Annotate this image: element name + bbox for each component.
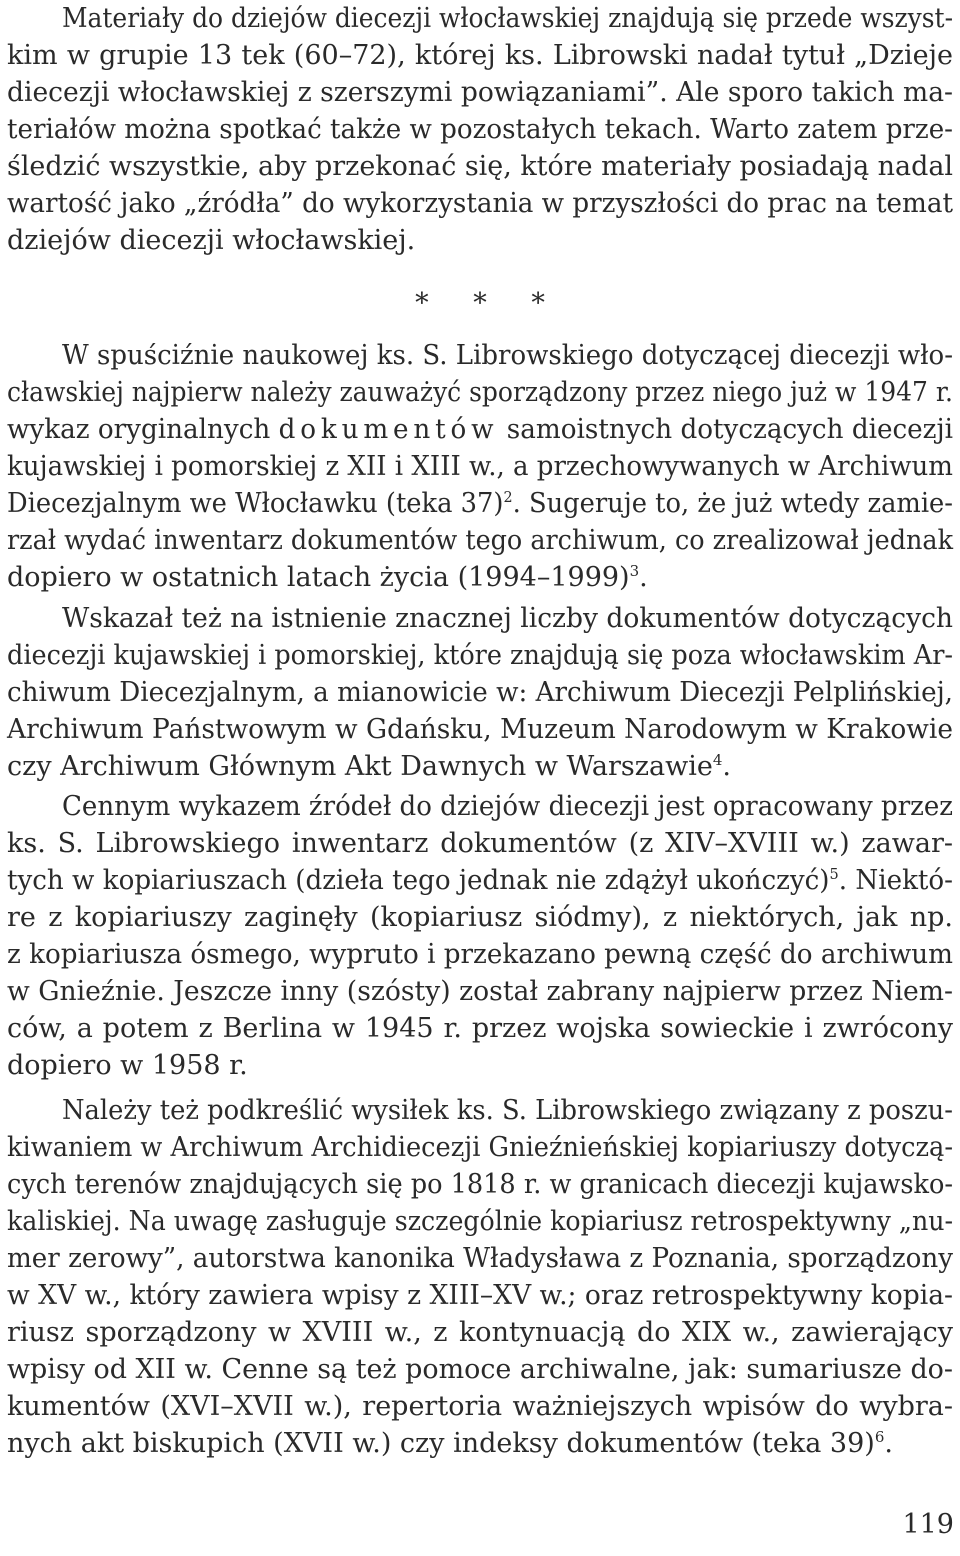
text-run: . Sugeruje to, że już wtedy zamie- xyxy=(512,488,953,519)
text-line: kaliskiej. Na uwagę zasługuje szczególnie kopiariusz retrospektywny „nu- xyxy=(7,1206,953,1237)
spaced-emphasis: dokumentów xyxy=(278,414,499,445)
text-run: . xyxy=(722,751,731,782)
footnote-ref: 3 xyxy=(629,562,640,580)
text-line: diecezji włocławskiej z szerszymi powiązaniami”. Ale sporo takich ma- xyxy=(7,77,953,108)
text-run: wykaz oryginalnych xyxy=(7,414,271,445)
footnote-ref: 6 xyxy=(874,1428,885,1446)
text-line: z kopiariusza ósmego, wypruto i przekazano pewną część do archiwum xyxy=(7,939,953,970)
text-line: wpisy od XII w. Cenne są też pomoce archiwalne, jak: sumariusze do- xyxy=(7,1354,953,1385)
text-line: riusz sporządzony w XVIII w., z kontynuacją do XIX w., zawierający xyxy=(7,1317,953,1348)
text-line: ks. S. Librowskiego inwentarz dokumentów (z XIV–XVIII w.) zawar- xyxy=(7,828,953,859)
text-run: tych w kopiariuszach (dzieła tego jednak nie zdążył ukończyć) xyxy=(7,865,830,896)
text-line: ców, a potem z Berlina w 1945 r. przez wojska sowieckie i zwrócony xyxy=(7,1013,953,1044)
text-line: Należy też podkreślić wysiłek ks. S. Librowskiego związany z poszu- xyxy=(62,1095,953,1126)
text-line: kiwaniem w Archiwum Archidiecezji Gnieźnieńskiej kopiariuszy dotyczą- xyxy=(7,1132,953,1163)
page-number: 119 xyxy=(902,1509,954,1540)
text-line: dopiero w 1958 r. xyxy=(7,1050,248,1081)
text-run: . Niektó- xyxy=(838,865,953,896)
text-line xyxy=(7,485,953,523)
text-line: cławskiej najpierw należy zauważyć sporządzony przez niego już w 1947 r. xyxy=(7,377,953,408)
text-line: kumentów (XVI–XVII w.), repertoria ważniejszych wpisów do wybra- xyxy=(7,1391,953,1422)
text-line: kujawskiej i pomorskiej z XII i XIII w., a przechowywanych w Archiwum xyxy=(7,451,953,482)
footnote-ref: 2 xyxy=(503,488,513,506)
text-line: dziejów diecezji włocławskiej. xyxy=(7,225,416,256)
text-line: re z kopiariuszy zaginęły (kopiariusz siódmy), z niektórych, jak np. xyxy=(7,902,953,933)
text-run: . xyxy=(884,1428,893,1459)
text-run: samoistnych dotyczących diecezji xyxy=(506,414,953,445)
text-line: w XV w., który zawiera wpisy z XIII–XV w.; oraz retrospektywny kopia- xyxy=(7,1280,953,1311)
text-run: czy Archiwum Głównym Akt Dawnych w Warszawie xyxy=(7,751,713,782)
text-run: . xyxy=(639,562,648,593)
text-line: diecezji kujawskiej i pomorskiej, które znajdują się poza włocławskim Ar- xyxy=(7,640,953,671)
text-line: Cennym wykazem źródeł do dziejów diecezji jest opracowany przez xyxy=(62,791,953,822)
section-separator: * * * xyxy=(415,288,545,319)
text-line: chiwum Diecezjalnym, a mianowicie w: Archiwum Diecezji Pelplińskiej, xyxy=(7,677,953,708)
text-line xyxy=(7,559,953,597)
text-run: Diecezjalnym we Włocławku (teka 37) xyxy=(7,488,504,519)
text-line xyxy=(7,748,953,786)
text-line: śledzić wszystkie, aby przekonać się, które materiały posiadają nadal xyxy=(7,151,953,182)
text-run: nych akt biskupich (XVII w.) czy indeksy dokumentów (teka 39) xyxy=(7,1428,875,1459)
text-line xyxy=(7,411,953,449)
text-line: cych terenów znajdujących się po 1818 r. w granicach diecezji kujawsko- xyxy=(7,1169,953,1200)
text-line: W spuściźnie naukowej ks. S. Librowskiego dotyczącej diecezji wło- xyxy=(62,340,953,371)
text-line: rzał wydać inwentarz dokumentów tego archiwum, co zrealizował jednak xyxy=(7,525,953,556)
text-line: wartość jako „źródła” do wykorzystania w przyszłości do prac na temat xyxy=(7,188,953,219)
text-line: mer zerowy”, autorstwa kanonika Władysława z Poznania, sporządzony xyxy=(7,1243,953,1274)
text-line: teriałów można spotkać także w pozostałych tekach. Warto zatem prze- xyxy=(7,114,953,145)
text-line: Materiały do dziejów diecezji włocławskiej znajdują się przede wszyst- xyxy=(62,3,953,34)
footnote-ref: 5 xyxy=(829,865,839,883)
text-line: w Gnieźnie. Jeszcze inny (szósty) został zabrany najpierw przez Niem- xyxy=(7,976,953,1007)
text-line xyxy=(7,862,953,900)
footnote-ref: 4 xyxy=(712,751,723,769)
text-line: Wskazał też na istnienie znacznej liczby dokumentów dotyczących xyxy=(62,603,953,634)
text-line: Archiwum Państwowym w Gdańsku, Muzeum Narodowym w Krakowie xyxy=(7,714,953,745)
text-run: dopiero w ostatnich latach życia (1994–1999) xyxy=(7,562,630,593)
text-line xyxy=(7,1425,953,1463)
text-line: kim w grupie 13 tek (60–72), której ks. Librowski nadał tytuł „Dzieje xyxy=(7,40,953,71)
